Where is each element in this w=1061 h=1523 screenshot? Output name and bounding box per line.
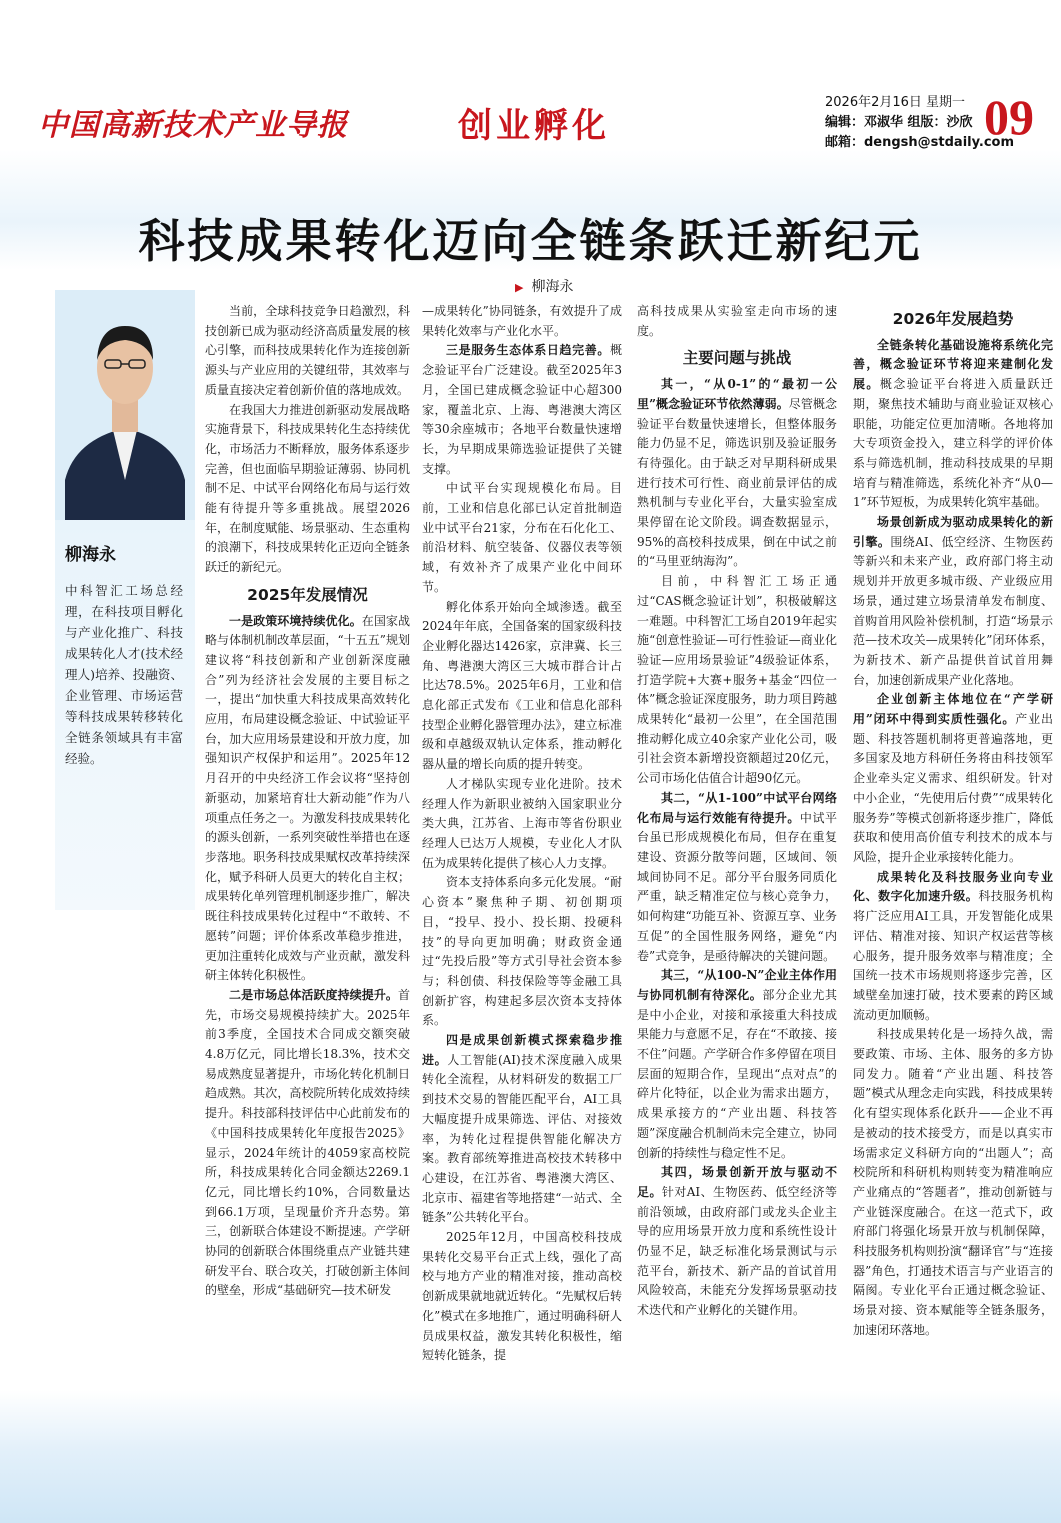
- paragraph-lead: 二是市场总体活跃度持续提升。: [229, 987, 398, 1002]
- paragraph-lead: 其一，“从0-1”的“最初一公里”概念验证环节依然薄弱。: [637, 377, 837, 411]
- author-panel: [55, 290, 195, 910]
- subheading: 2025年发展情况: [247, 585, 368, 604]
- newspaper-brand: 中国高新技术产业导报: [38, 108, 348, 143]
- section-title: 创业孵化: [458, 106, 610, 146]
- paragraph: 三是服务生态体系日趋完善。概念验证平台广泛建设。截至2025年3月，全国已建成概念验证中心超300家，覆盖北京、上海、粤港澳大湾区等30余座城市；各地平台数量快速增长，为早期成果筛选验证提供了关键支撑。: [422, 343, 622, 476]
- paragraph: 场景创新成为驱动成果转化的新引擎。围绕AI、低空经济、生物医药等新兴和未来产业，政府部门将主动规划并开放更多城市级、产业级应用场景，通过建立场景清单发布制度、首购首用风险补偿机制，打造“场景示范—技术攻关—成果转化”闭环体系，为新技术、新产品提供首试首用舞台，加速创新成果产业化落地。: [853, 515, 1053, 687]
- paragraph: 其一，“从0-1”的“最初一公里”概念验证环节依然薄弱。尽管概念验证平台数量快速增长，但整体服务能力仍显不足，筛选识别及验证服务有待强化。由于缺乏对早期科研成果进行技术可行性、商业前景评估的成熟机制与专业化平台，大量实验室成果停留在论文阶段。调查数据显示，95%的高校科技成果，倒在中试之前的“马里亚纳海沟”。: [637, 377, 837, 569]
- editor-line: 编辑：邓淑华 组版：沙欣: [825, 115, 973, 130]
- paragraph: 资本支持体系向多元化发展。“耐心资本”聚焦种子期、初创期项目，“投早、投小、投长期、投硬科技”的导向更加明确；财政资金通过“先投后股”等方式引导社会资本参与；科创债、科技保险等等金融工具创新扩容，构建起多层次资本支持体系。: [422, 875, 622, 1028]
- issue-date: 2026年2月16日 星期一: [825, 95, 966, 110]
- footer-decoration: [0, 1390, 1061, 1523]
- triangle-icon: ▶: [515, 281, 524, 294]
- paragraph: 一是政策环境持续优化。在国家战略与体制机制改革层面，“十五五”规划建议将“科技创新和产业创新深度融合”列为经济社会发展的主要目标之一，提出“加快重大科技成果高效转化应用，布局建设概念验证、中试验证平台，加大应用场景建设和开放力度，加强知识产权保护和运用”。2025年12月召开的中央经济工作会议将“坚持创新驱动，加紧培育壮大新动能”作为八项重点任务之一。为激发科技成果转化的源头创新，一系列突破性举措也在逐步落地。职务科技成果赋权改革持续深化，赋予科研人员更大的转化自主权；成果转化单列管理机制逐步推广，解决既往科技成果转化过程中“不敢转、不愿转”问题；评价体系改革稳步推进，更加注重转化成效与产业贡献，激发科研主体转化积极性。: [205, 613, 410, 983]
- paragraph-lead: 成果转化及科技服务业向专业化、数字化加速升级。: [853, 869, 1053, 904]
- paragraph: 2025年12月，中国高校科技成果转化交易平台正式上线，强化了高校与地方产业的精准对接，推动高校创新成果就地就近转化。“先赋权后转化”模式在多地推广，通过明确科研人员成果权益，激发其转化积极性，缩短转化链条，提: [422, 1230, 622, 1363]
- article-column-2: [422, 302, 622, 1392]
- paragraph: —成果转化”协同链条，有效提升了成果转化效率与产业化水平。: [422, 304, 622, 338]
- author-portrait: [55, 290, 195, 520]
- paragraph-lead: 其四，场景创新开放与驱动不足。: [637, 1165, 837, 1199]
- paragraph: 其三，“从100-N”企业主体作用与协同机制有待深化。部分企业尤其是中小企业，对接和承接重大科技成果能力与意愿不足，存在“不敢接、接不住”问题。产学研合作多停留在项目层面的短期合作，呈现出“点对点”的碎片化特征，以企业为需求出题方，成果承接方的“产业出题、科技答题”深度融合机制尚未完全建立，协同创新的持续性与稳定性不足。: [637, 968, 837, 1160]
- paragraph-lead: 全链条转化基础设施将系统化完善，概念验证环节将迎来建制化发展。: [853, 337, 1053, 392]
- paragraph: 高科技成果从实验室走向市场的速度。: [637, 304, 837, 338]
- author-bio: 中科智汇工场总经理，在科技项目孵化与产业化推广、科技成果转化人才(技术经理人)培养、投融资、企业管理、市场运营等科技成果转移转化全链条领域具有丰富经验。: [65, 583, 183, 766]
- author-name: 柳海永: [65, 545, 116, 565]
- article-column-1: [205, 302, 410, 1392]
- paragraph: 目前，中科智汇工场正通过“CAS概念验证计划”，积极破解这一难题。中科智汇工场自2019年起实施“创意性验证—可行性验证—商业化验证—应用场景验证”4级验证体系，打造学院+大赛+服务+基金“四位一体”概念验证深度服务，助力项目跨越成果转化“最初一公里”，在全国范围推动孵化成立40余家产业化公司，吸引社会资本新增投资额超过20亿元，公司市场化估值合计超90亿元。: [637, 574, 837, 786]
- article-column-3: [637, 302, 837, 1392]
- paragraph: 其四，场景创新开放与驱动不足。针对AI、生物医药、低空经济等前沿领域，由政府部门或龙头企业主导的应用场景开放力度和系统性设计仍显不足，缺乏标准化场景测试与示范平台，新技术、新产品的首试首用风险较高，未能充分发挥场景驱动技术迭代和产业孵化的关键作用。: [637, 1165, 837, 1318]
- paragraph-lead: 三是服务生态体系日趋完善。: [446, 343, 610, 358]
- paragraph: 科技成果转化是一场持久战，需要政策、市场、主体、服务的多方协同发力。随着“产业出题、科技答题”模式从理念走向实践，科技成果转化有望实现体系化跃升——企业不再是被动的技术接受方，而是以真实市场需求定义科研方向的“出题人”；高校院所和科研机构则转变为精准响应产业痛点的“答题者”，推动创新链与产业链深度融合。在这一范式下，政府部门将强化场景开放与机制保障，科技服务机构则扮演“翻译官”与“连接器”角色，打通技术语言与产业语言的隔阂。专业化平台正通过概念验证、场景对接、资本赋能等全链条服务，加速闭环落地。: [853, 1027, 1053, 1337]
- paragraph-lead: 其三，“从100-N”企业主体作用与协同机制有待深化。: [637, 968, 837, 1002]
- byline-name: 柳海永: [531, 279, 574, 295]
- article-byline: [515, 276, 573, 296]
- paragraph-lead: 场景创新成为驱动成果转化的新引擎。: [853, 515, 1053, 549]
- paragraph: 中试平台实现规模化布局。目前，工业和信息化部已认定首批制造业中试平台21家，分布在石化化工、前沿材料、航空装备、仪器仪表等领域，有效补齐了成果产业化中间环节。: [422, 481, 622, 594]
- subheading: 主要问题与挑战: [682, 349, 792, 368]
- paragraph: 当前，全球科技竞争日趋激烈，科技创新已成为驱动经济高质量发展的核心引擎，而科技成果转化作为连接创新源头与产业应用的关键纽带，其效率与质量直接决定着创新价值的落地成效。: [205, 304, 410, 397]
- paragraph: 其二，“从1-100”中试平台网络化布局与运行效能有待提升。中试平台虽已形成规模化布局，但存在重复建设、资源分散等问题，区域间、领域间协同不足。部分平台服务同质化严重，缺乏精准定位与核心竞争力，如何构建“功能互补、资源互享、业务互促”的全国性服务网络，避免“内卷”式竞争，是亟待解决的关键问题。: [637, 790, 837, 963]
- article-column-4: [853, 310, 1053, 1400]
- paragraph-lead: 企业创新主体地位在“产学研用”闭环中得到实质性强化。: [853, 692, 1053, 727]
- paragraph: 在我国大力推进创新驱动发展战略实施背景下，科技成果转化生态持续优化，市场活力不断释放，服务体系逐步完善，但也面临早期验证薄弱、协同机制不足、中试平台网络化布局与运行效能有待提升等多重挑战。展望2026年，在制度赋能、场景驱动、生态重构的浪潮下，科技成果转化正迈向全链条跃迁的新纪元。: [205, 402, 410, 575]
- paragraph: 企业创新主体地位在“产学研用”闭环中得到实质性强化。产业出题、科技答题机制将更普遍落地，更多国家及地方科研任务将由科技领军企业牵头定义需求、组织研发。针对中小企业，“先使用后付费”“成果转化服务券”等模式创新将逐步推广，降低获取和使用高价值专利技术的成本与风险，提升企业承接转化能力。: [853, 692, 1053, 864]
- paragraph: 二是市场总体活跃度持续提升。首先，市场交易规模持续扩大。2025年前3季度，全国技术合同成交额突破4.8万亿元，同比增长18.3%，技术交易成熟度显著提升，市场化转化机制日趋成熟。其次，高校院所转化成效持续提升。科技部科技评估中心此前发布的《中国科技成果转化年度报告2025》显示，2024年统计的4059家高校院所，科技成果转化合同金额达2269.1亿元，同比增长约10%，合同数量达到66.1万项，呈现量价齐升态势。第三，创新联合体建设不断提速。产学研协同的创新联合体围绕重点产业链共建研发平台、联合攻关，打破创新主体间的壁垒，形成“基础研究—技术研发: [205, 987, 410, 1298]
- article-headline: 科技成果转化迈向全链条跃迁新纪元: [138, 214, 923, 268]
- subheading: 2026年发展趋势: [892, 310, 1014, 328]
- paragraph: 成果转化及科技服务业向专业化、数字化加速升级。科技服务机构将广泛应用AI工具，开发智能化成果评估、精准对接、知识产权运营等核心服务，提升服务效率与精准度；全国统一技术市场规则将逐步完善，区域壁垒加速打破，技术要素的跨区域流动更加顺畅。: [853, 869, 1053, 1022]
- paragraph: 人才梯队实现专业化进阶。技术经理人作为新职业被纳入国家职业分类大典，江苏省、上海市等省份职业经理人已达万人规模，专业化人才队伍为成果转化提供了核心人力支撑。: [422, 776, 622, 870]
- email-line: 邮箱：dengsh@stdaily.com: [825, 135, 1015, 150]
- paragraph-lead: 一是政策环境持续优化。: [229, 613, 362, 628]
- paragraph: 孵化体系开始向全域渗透。截至2024年年底，全国备案的国家级科技企业孵化器达1426家，京津冀、长三角、粤港澳大湾区三大城市群合计占比达78.5%。2025年6月，工业和信息化部正式发布《工业和信息化部科技型企业孵化器管理办法》，建立标准级和卓越级双轨认定体系，推动孵化器从量的增长向质的提升转变。: [422, 599, 622, 772]
- paragraph: 全链条转化基础设施将系统化完善，概念验证环节将迎来建制化发展。概念验证平台将进入质量跃迁期，聚焦技术辅助与商业验证双核心职能，功能定位更加清晰。各地将加大专项资金投入，建立科学的评价体系与筛选机制，推动科技成果的早期培育与精准筛选，系统化补齐“从0—1”环节短板，为成果转化筑牢基础。: [853, 337, 1053, 510]
- paragraph-lead: 其二，“从1-100”中试平台网络化布局与运行效能有待提升。: [637, 790, 837, 825]
- page-number: 09: [984, 89, 1034, 145]
- paragraph: 四是成果创新模式探索稳步推进。人工智能(AI)技术深度融入成果转化全流程，从材料研发的数据工厂到技术交易的智能匹配平台，AI工具大幅度提升成果筛选、评估、对接效率，为转化过程提供智能化解决方案。教育部统筹推进高校技术转移中心建设，在江苏省、粤港澳大湾区、北京市、福建省等地搭建“一站式、全链条”公共转化平台。: [422, 1033, 622, 1225]
- paragraph-lead: 四是成果创新模式探索稳步推进。: [422, 1033, 622, 1067]
- masthead: [0, 0, 1061, 160]
